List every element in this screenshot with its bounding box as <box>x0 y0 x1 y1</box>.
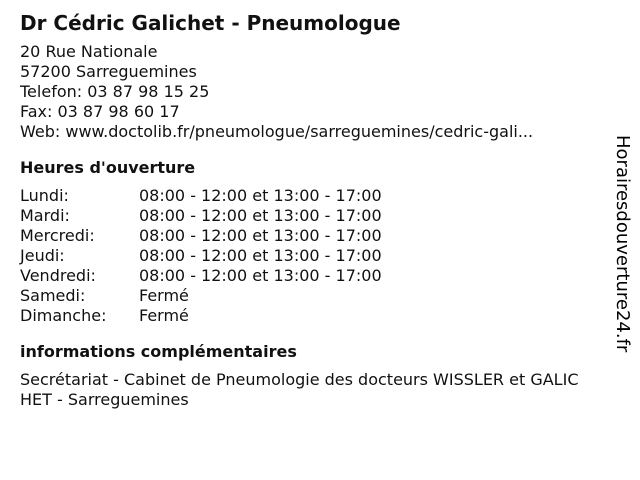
hours-row-friday <box>20 266 610 286</box>
hours-heading: Heures d'ouverture <box>20 158 196 177</box>
hours-value: 08:00 - 12:00 et 13:00 - 17:00 <box>139 226 382 245</box>
hours-value: 08:00 - 12:00 et 13:00 - 17:00 <box>139 266 382 285</box>
hours-table <box>20 186 610 326</box>
day-label: Dimanche: <box>20 306 107 325</box>
hours-value: Fermé <box>139 306 189 325</box>
info-heading: informations complémentaires <box>20 342 297 361</box>
address-line-2: 57200 Sarreguemines <box>20 62 197 81</box>
hours-row-saturday <box>20 286 610 306</box>
watermark-text: Horairesdouverture24.fr <box>612 135 633 353</box>
day-label: Mercredi: <box>20 226 95 245</box>
phone-line: Telefon: 03 87 98 15 25 <box>20 82 210 101</box>
address-line-1: 20 Rue Nationale <box>20 42 158 61</box>
hours-row-wednesday <box>20 226 610 246</box>
hours-value: 08:00 - 12:00 et 13:00 - 17:00 <box>139 246 382 265</box>
hours-value: 08:00 - 12:00 et 13:00 - 17:00 <box>139 186 382 205</box>
info-text: Secrétariat - Cabinet de Pneumologie des docteurs WISSLER et GALICHET - Sarreguemines <box>20 370 579 409</box>
hours-value: Fermé <box>139 286 189 305</box>
page-title: Dr Cédric Galichet - Pneumologue <box>20 11 401 35</box>
day-label: Jeudi: <box>20 246 65 265</box>
doctor-card <box>20 10 610 410</box>
web-line <box>20 122 610 142</box>
website-link[interactable]: Web: www.doctolib.fr/pneumologue/sarreguemines/cedric-gali... <box>20 122 534 141</box>
hours-row-tuesday <box>20 206 610 226</box>
hours-value: 08:00 - 12:00 et 13:00 - 17:00 <box>139 206 382 225</box>
day-label: Vendredi: <box>20 266 96 285</box>
fax-line: Fax: 03 87 98 60 17 <box>20 102 180 121</box>
day-label: Samedi: <box>20 286 86 305</box>
hours-row-sunday <box>20 306 610 326</box>
hours-row-monday <box>20 186 610 206</box>
day-label: Mardi: <box>20 206 70 225</box>
day-label: Lundi: <box>20 186 69 205</box>
hours-row-thursday <box>20 246 610 266</box>
